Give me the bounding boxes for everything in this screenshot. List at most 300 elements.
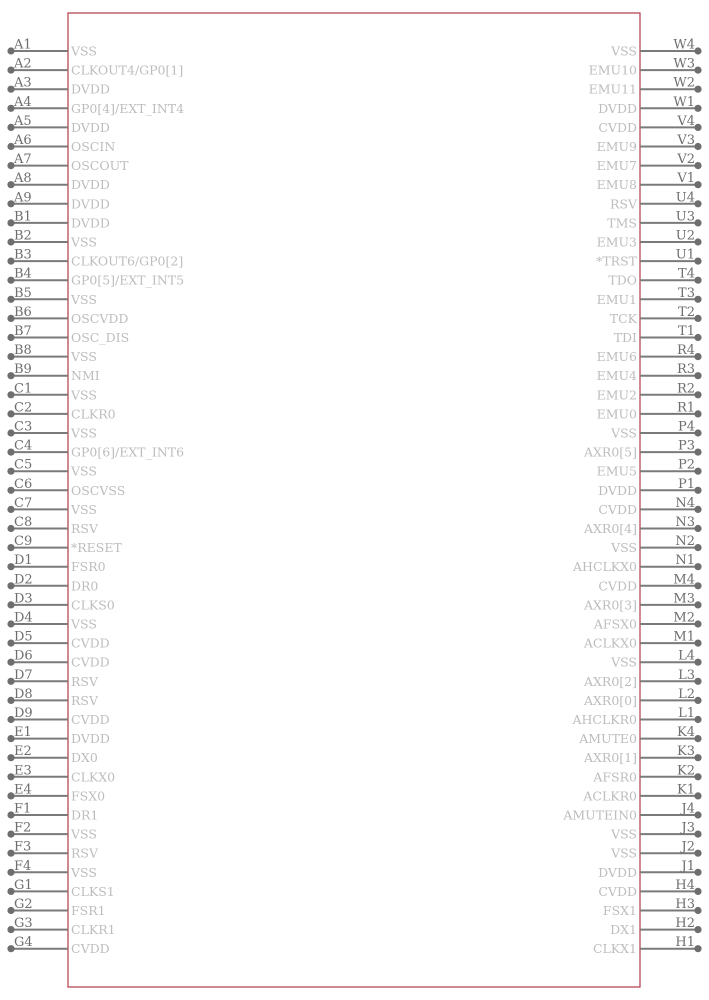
- pin-n3: [583, 515, 702, 536]
- pin-p2: [597, 458, 702, 479]
- pin-name: FSR0: [71, 559, 106, 575]
- pin-number: K4: [677, 725, 695, 741]
- pin-name: ACLKR0: [583, 788, 637, 804]
- pin-b5: [7, 286, 97, 307]
- pin-number: C9: [14, 534, 33, 550]
- pin-name: AFSX0: [593, 616, 637, 632]
- pin-name: CVDD: [598, 501, 637, 517]
- pin-c8: [7, 515, 99, 536]
- pin-terminal-dot: [694, 640, 701, 647]
- pin-n2: [610, 534, 702, 555]
- pin-number: H2: [675, 916, 695, 932]
- pin-number: D9: [14, 706, 33, 721]
- pin-terminal-dot: [694, 162, 701, 169]
- pin-terminal-dot: [694, 238, 701, 245]
- pin-d5: [7, 630, 109, 651]
- pin-number: E1: [14, 725, 32, 741]
- pin-k2: [592, 763, 701, 784]
- pin-k1: [582, 782, 701, 803]
- pin-name: EMU6: [596, 349, 637, 365]
- pin-terminal-dot: [694, 334, 701, 341]
- pin-v1: [597, 171, 702, 192]
- pin-number: J3: [681, 820, 695, 836]
- pin-number: B6: [14, 304, 32, 320]
- pin-number: F1: [14, 801, 32, 817]
- pin-terminal-dot: [694, 792, 701, 799]
- pin-number: V1: [677, 171, 695, 187]
- pin-name: CVDD: [598, 883, 637, 899]
- pin-name: DVDD: [598, 864, 637, 880]
- pin-name: CVDD: [71, 941, 110, 957]
- pin-number: M1: [673, 629, 695, 645]
- pin-number: A2: [14, 56, 32, 72]
- pin-number: J2: [681, 839, 695, 855]
- pin-name: VSS: [71, 463, 97, 479]
- pin-name: EMU11: [588, 81, 637, 97]
- pin-number: A6: [14, 133, 32, 148]
- pin-name: DVDD: [598, 482, 637, 498]
- pin-number: G3: [14, 916, 33, 932]
- pin-name: VSS: [611, 425, 637, 441]
- pin-name: AXR0[1]: [584, 750, 637, 766]
- pin-t2: [610, 305, 702, 326]
- pin-v2: [597, 152, 702, 173]
- pin-number: F3: [14, 839, 32, 855]
- pin-number: C5: [14, 457, 33, 473]
- pin-number: U2: [675, 228, 695, 244]
- pin-name: RSV: [71, 673, 99, 689]
- pin-r1: [597, 400, 702, 421]
- pin-name: DX0: [71, 750, 98, 766]
- pin-name: EMU5: [596, 463, 637, 479]
- pin-number: D3: [14, 591, 33, 607]
- pin-u3: [607, 209, 701, 230]
- pin-name: DVDD: [71, 731, 110, 747]
- pin-number: N4: [675, 495, 695, 511]
- pin-terminal-dot: [694, 86, 701, 93]
- pin-terminal-dot: [694, 697, 701, 704]
- pin-number: N3: [675, 515, 695, 530]
- pin-name: CLKOUT4/GP0[1]: [71, 62, 184, 78]
- pin-number: M4: [673, 572, 695, 588]
- pin-name: TDI: [613, 330, 637, 345]
- pin-p3: [583, 439, 702, 460]
- pin-name: *RESET: [71, 540, 122, 556]
- pin-terminal-dot: [694, 487, 701, 494]
- pin-terminal-dot: [694, 754, 701, 761]
- pin-name: GP0[4]/EXT_INT4: [71, 100, 185, 116]
- pin-terminal-dot: [694, 525, 701, 532]
- pin-terminal-dot: [694, 850, 701, 857]
- pin-j3: [610, 821, 702, 842]
- pin-terminal-dot: [694, 563, 701, 570]
- component-body: [68, 13, 640, 987]
- pin-number: D8: [14, 686, 33, 702]
- pin-number: M2: [673, 610, 695, 626]
- pin-number: J1: [681, 858, 695, 874]
- pin-h3: [603, 897, 702, 918]
- pin-m4: [598, 572, 701, 593]
- pin-number: B7: [14, 324, 32, 339]
- pin-name: VSS: [71, 349, 97, 365]
- pin-number: C8: [14, 515, 33, 530]
- pin-p1: [598, 477, 701, 498]
- pin-terminal-dot: [694, 601, 701, 608]
- pin-f4: [7, 859, 97, 880]
- pin-number: P2: [677, 457, 695, 473]
- pin-name: DVDD: [71, 215, 110, 231]
- pin-number: A3: [14, 75, 32, 91]
- pin-number: C1: [14, 381, 33, 397]
- pin-name: CLKS0: [71, 597, 115, 613]
- pin-terminal-dot: [694, 926, 701, 933]
- pin-name: EMU4: [596, 368, 637, 384]
- pin-number: D1: [14, 553, 33, 569]
- pin-a2: [7, 57, 183, 78]
- pin-terminal-dot: [694, 372, 701, 379]
- pin-name: EMU2: [596, 387, 637, 403]
- pin-number: T1: [678, 324, 695, 339]
- pin-terminal-dot: [694, 200, 701, 207]
- pin-number: D2: [14, 572, 33, 588]
- pin-name: TCK: [609, 310, 637, 326]
- pin-e1: [7, 725, 109, 746]
- pin-a3: [7, 76, 109, 97]
- pin-terminal-dot: [694, 219, 701, 226]
- pin-r4: [597, 343, 702, 364]
- pin-v4: [598, 114, 701, 135]
- pin-name: RSV: [71, 521, 99, 536]
- pin-terminal-dot: [694, 678, 701, 685]
- pin-t3: [597, 286, 702, 307]
- pin-name: OSCOUT: [71, 158, 129, 174]
- pin-name: GP0[5]/EXT_INT5: [71, 272, 185, 288]
- pin-number: L4: [678, 648, 695, 664]
- pin-d3: [7, 591, 114, 612]
- pin-n1: [572, 553, 702, 574]
- pin-a5: [7, 114, 109, 135]
- left-pin-column: [7, 38, 184, 957]
- pin-name: OSCVDD: [71, 310, 129, 326]
- pin-b4: [7, 267, 184, 288]
- pin-l3: [583, 668, 702, 689]
- pin-name: CVDD: [71, 654, 110, 670]
- pin-d6: [7, 649, 109, 670]
- pin-number: T3: [678, 285, 695, 301]
- pin-name: EMU3: [596, 234, 637, 250]
- pin-name: GP0[6]/EXT_INT6: [71, 444, 185, 460]
- pin-name: VSS: [71, 864, 97, 880]
- pin-j2: [610, 840, 702, 861]
- pin-name: AHCLKR0: [572, 712, 637, 727]
- pin-b8: [7, 343, 97, 364]
- pin-name: DVDD: [71, 81, 110, 97]
- pin-terminal-dot: [694, 735, 701, 742]
- pin-number: A7: [14, 152, 32, 168]
- pin-name: CLKR0: [71, 406, 116, 422]
- pin-number: K2: [677, 763, 695, 779]
- pin-terminal-dot: [694, 716, 701, 723]
- pin-a9: [7, 190, 109, 211]
- pin-number: H1: [675, 935, 695, 951]
- pin-number: E4: [14, 782, 32, 798]
- pin-c1: [7, 381, 97, 402]
- pin-name: EMU10: [588, 62, 637, 78]
- pin-number: B2: [14, 228, 32, 244]
- pin-number: U4: [675, 190, 695, 206]
- pin-number: V3: [677, 133, 695, 148]
- pin-b2: [7, 229, 97, 250]
- pin-name: CLKS1: [71, 883, 115, 899]
- pin-name: DVDD: [71, 196, 110, 212]
- pin-number: K3: [677, 744, 695, 760]
- pin-name: VSS: [611, 43, 637, 59]
- pin-name: CVDD: [71, 635, 110, 651]
- pin-c6: [7, 477, 125, 498]
- pin-m1: [583, 630, 702, 651]
- pin-name: RSV: [71, 692, 99, 708]
- pin-name: DR0: [71, 578, 99, 594]
- pin-number: M3: [673, 591, 695, 607]
- pin-terminal-dot: [694, 429, 701, 436]
- pin-terminal-dot: [694, 410, 701, 417]
- pin-name: CLKOUT6/GP0[2]: [71, 253, 184, 269]
- pin-number: U3: [675, 209, 695, 225]
- pin-w3: [589, 57, 702, 78]
- pin-a1: [7, 38, 97, 59]
- pin-number: U1: [675, 247, 695, 263]
- pin-terminal-dot: [694, 124, 701, 131]
- pin-m2: [593, 611, 702, 632]
- pin-number: D7: [14, 667, 33, 683]
- pin-terminal-dot: [694, 391, 701, 398]
- pin-name: AXR0[5]: [584, 444, 637, 460]
- pin-name: TDO: [608, 272, 637, 288]
- pin-l2: [583, 687, 702, 708]
- pin-number: T4: [678, 266, 695, 282]
- pin-name: DVDD: [71, 177, 110, 193]
- pin-name: AXR0[4]: [584, 521, 637, 536]
- pin-u4: [610, 190, 702, 211]
- pin-t4: [608, 267, 701, 288]
- pin-number: C7: [14, 495, 33, 511]
- pin-number: A4: [14, 94, 32, 110]
- pin-name: CVDD: [598, 119, 637, 135]
- pin-l1: [572, 706, 702, 727]
- pin-name: EMU8: [596, 177, 637, 193]
- pin-name: AMUTEIN0: [563, 807, 637, 823]
- pin-number: G2: [14, 897, 33, 912]
- pin-name: CVDD: [71, 712, 110, 727]
- pin-n4: [598, 496, 701, 517]
- pin-name: CVDD: [598, 578, 637, 594]
- pin-number: R1: [676, 400, 695, 416]
- pin-number: N2: [675, 534, 695, 550]
- pin-p4: [610, 420, 702, 441]
- pin-name: VSS: [71, 425, 97, 441]
- pin-name: VSS: [71, 43, 97, 59]
- pin-e4: [7, 782, 105, 803]
- pin-d7: [7, 668, 99, 689]
- pin-name: TMS: [607, 215, 637, 231]
- pin-terminal-dot: [694, 620, 701, 627]
- pin-number: W4: [673, 37, 695, 53]
- pin-terminal-dot: [694, 582, 701, 589]
- pin-terminal-dot: [694, 811, 701, 818]
- pin-terminal-dot: [694, 143, 701, 150]
- pin-a6: [7, 133, 115, 154]
- pin-number: E3: [14, 763, 32, 779]
- pin-number: V4: [677, 113, 695, 129]
- pin-w2: [589, 76, 702, 97]
- pin-name: CLKR1: [71, 922, 116, 938]
- pin-a8: [7, 171, 109, 192]
- pin-name: FSX1: [602, 903, 637, 918]
- pin-h2: [610, 916, 701, 937]
- pin-d2: [7, 572, 98, 593]
- pin-number: H4: [675, 877, 695, 893]
- pin-number: H3: [675, 897, 695, 912]
- pin-j4: [562, 802, 701, 823]
- pin-name: VSS: [71, 291, 97, 307]
- pin-terminal-dot: [694, 831, 701, 838]
- pin-number: G1: [14, 877, 33, 893]
- pin-terminal-dot: [694, 773, 701, 780]
- pin-terminal-dot: [694, 67, 701, 74]
- pin-name: VSS: [71, 826, 97, 842]
- pin-name: AHCLKX0: [573, 559, 637, 575]
- pin-number: P1: [677, 476, 695, 492]
- pin-name: AMUTE0: [579, 731, 637, 747]
- pin-number: B1: [14, 209, 32, 225]
- pin-name: FSX0: [71, 788, 106, 804]
- pin-number: L1: [678, 706, 695, 721]
- pin-d4: [7, 611, 97, 632]
- pin-v3: [597, 133, 702, 154]
- pin-k3: [583, 744, 702, 765]
- pin-name: VSS: [71, 234, 97, 250]
- pin-number: C3: [14, 419, 33, 435]
- pin-terminal-dot: [694, 449, 701, 456]
- pin-name: CLKX0: [71, 769, 116, 785]
- pin-name: VSS: [611, 540, 637, 556]
- pin-r2: [597, 381, 702, 402]
- pin-number: W1: [673, 94, 695, 110]
- pin-terminal-dot: [694, 468, 701, 475]
- pin-number: T2: [678, 304, 695, 320]
- pin-number: K1: [677, 782, 695, 798]
- pin-name: CLKX1: [592, 941, 637, 957]
- pin-terminal-dot: [694, 105, 701, 112]
- pin-c3: [7, 420, 97, 441]
- pin-number: F4: [14, 858, 32, 874]
- pin-number: R4: [676, 343, 695, 359]
- pin-terminal-dot: [694, 888, 701, 895]
- pin-h4: [598, 878, 701, 899]
- pin-name: OSC_DIS: [71, 330, 130, 345]
- pin-u1: [596, 248, 702, 269]
- pin-number: N1: [675, 553, 695, 569]
- pin-number: F2: [14, 820, 32, 836]
- pin-terminal-dot: [694, 181, 701, 188]
- pin-name: DX1: [610, 922, 637, 938]
- pin-number: R3: [676, 362, 695, 378]
- pin-number: A8: [14, 171, 32, 187]
- pin-number: L2: [678, 686, 695, 702]
- pin-c5: [7, 458, 97, 479]
- pin-m3: [583, 591, 702, 612]
- pin-name: DVDD: [71, 119, 110, 135]
- pin-number: C4: [14, 438, 33, 454]
- pin-number: A5: [14, 113, 32, 129]
- pin-c9: [7, 534, 122, 555]
- pin-number: D4: [14, 610, 33, 626]
- pin-f1: [7, 802, 98, 823]
- pin-name: VSS: [71, 387, 97, 403]
- pin-number: G4: [14, 935, 33, 951]
- pin-d8: [7, 687, 99, 708]
- pin-e3: [7, 763, 115, 784]
- pin-number: D6: [14, 648, 33, 664]
- pin-name: VSS: [611, 826, 637, 842]
- pin-terminal-dot: [694, 258, 701, 265]
- pin-number: A9: [14, 190, 32, 206]
- pin-e2: [7, 744, 98, 765]
- pin-c2: [7, 400, 115, 421]
- pin-g3: [7, 916, 115, 937]
- pin-number: E2: [14, 744, 32, 760]
- pin-terminal-dot: [694, 659, 701, 666]
- pin-l4: [610, 649, 702, 670]
- pin-terminal-dot: [694, 945, 701, 952]
- pin-terminal-dot: [694, 544, 701, 551]
- pin-name: AXR0[0]: [584, 692, 637, 708]
- pin-c4: [7, 439, 184, 460]
- pin-name: RSV: [609, 196, 637, 212]
- pin-name: EMU0: [596, 406, 637, 422]
- pin-number: B4: [14, 266, 32, 282]
- pin-b9: [7, 362, 99, 383]
- pin-terminal-dot: [694, 353, 701, 360]
- pin-name: OSCVSS: [71, 482, 126, 498]
- pin-name: RSV: [71, 845, 99, 861]
- pin-name: VSS: [71, 501, 97, 517]
- pin-terminal-dot: [694, 296, 701, 303]
- pin-number: R2: [676, 381, 695, 397]
- pin-name: VSS: [71, 616, 97, 632]
- pin-terminal-dot: [694, 277, 701, 284]
- pin-b1: [7, 209, 109, 230]
- pin-terminal-dot: [694, 506, 701, 513]
- pin-g4: [7, 935, 109, 956]
- pin-name: DR1: [71, 807, 99, 823]
- pin-h1: [593, 935, 702, 956]
- pin-d9: [7, 706, 109, 727]
- pin-u2: [597, 229, 702, 250]
- pin-f3: [7, 840, 99, 861]
- pin-g1: [7, 878, 114, 899]
- pin-name: EMU7: [596, 158, 637, 174]
- pin-name: OSCIN: [71, 139, 116, 154]
- pin-name: NMI: [71, 368, 100, 384]
- pin-name: ACLKX0: [583, 635, 637, 651]
- pin-number: A1: [14, 37, 32, 53]
- pin-name: AXR0[3]: [584, 597, 637, 613]
- pin-name: AFSR0: [593, 769, 637, 785]
- pin-terminal-dot: [694, 315, 701, 322]
- pin-name: AXR0[2]: [584, 673, 637, 689]
- pin-number: W2: [673, 75, 695, 91]
